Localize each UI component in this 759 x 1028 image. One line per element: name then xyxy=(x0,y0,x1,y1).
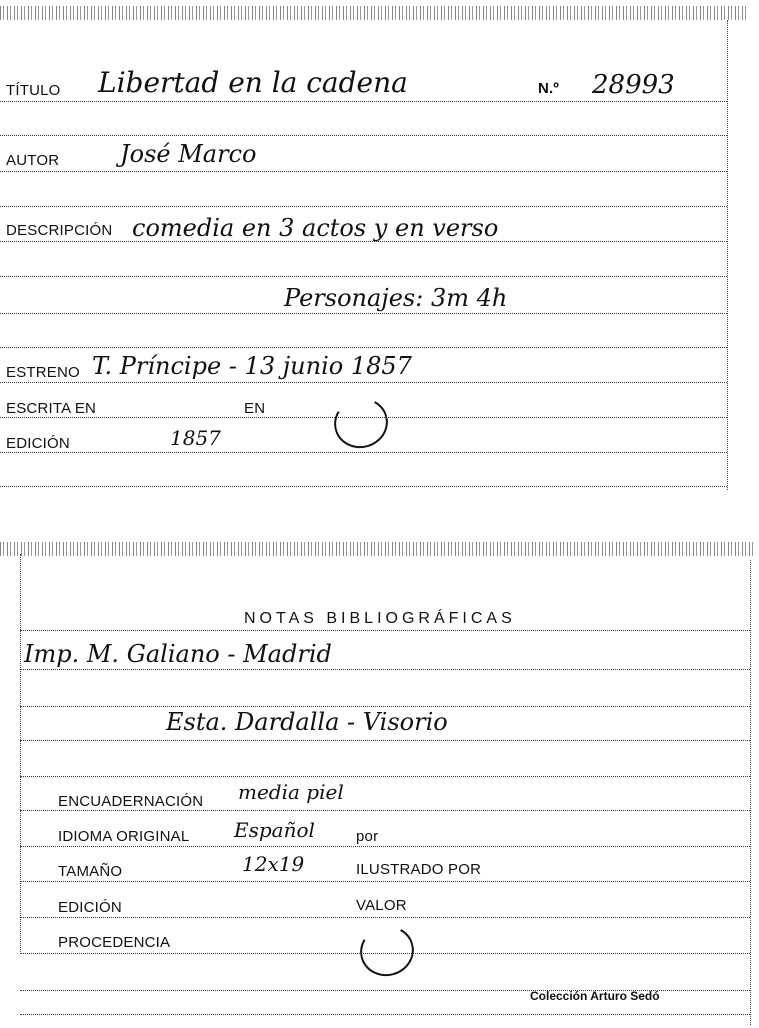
idioma-value: Español xyxy=(234,818,315,842)
notes-card xyxy=(0,540,755,1028)
edicion-label: EDICIÓN xyxy=(6,435,70,452)
autor-value: José Marco xyxy=(120,140,257,168)
encuadernacion-label: ENCUADERNACIÓN xyxy=(58,793,204,810)
rule-nota-1 xyxy=(20,669,750,670)
rule xyxy=(20,776,750,777)
scan-noise-top xyxy=(0,6,749,20)
autor-label: AUTOR xyxy=(6,152,60,169)
rule xyxy=(0,206,727,207)
card-right-edge xyxy=(750,560,751,1025)
edicion-value: 1857 xyxy=(170,426,221,450)
card-left-edge xyxy=(20,554,21,954)
title-card xyxy=(0,0,749,494)
idioma-label: IDIOMA ORIGINAL xyxy=(58,828,190,845)
rule xyxy=(0,276,727,277)
rule-estreno xyxy=(0,382,727,383)
scan-noise-top xyxy=(0,542,755,556)
nota-imprenta: Imp. M. Galiano - Madrid xyxy=(24,640,332,668)
rule xyxy=(0,347,727,348)
card-right-edge xyxy=(727,20,728,490)
rule xyxy=(20,1014,750,1015)
ilustrado-label: ILUSTRADO POR xyxy=(356,861,482,878)
encuadernacion-value: media piel xyxy=(238,780,344,804)
titulo-value: Libertad en la cadena xyxy=(98,66,408,99)
descripcion-value: comedia en 3 actos y en verso xyxy=(132,214,499,242)
rule-nota-2 xyxy=(20,740,750,741)
rule xyxy=(0,135,727,136)
valor-label: VALOR xyxy=(356,897,407,914)
rule xyxy=(20,630,750,631)
en-label: EN xyxy=(244,400,266,417)
por-label: por xyxy=(356,828,379,845)
nota-dedicatoria: Esta. Dardalla - Visorio xyxy=(166,708,448,736)
rule-encuadernacion xyxy=(20,810,750,811)
edicion-label: EDICIÓN xyxy=(58,899,122,916)
rule-tamano xyxy=(20,881,750,882)
rule xyxy=(20,706,750,707)
rule-autor xyxy=(0,171,727,172)
heading: NOTAS BIBLIOGRÁFICAS xyxy=(244,610,516,627)
descripcion-label: DESCRIPCIÓN xyxy=(6,222,113,239)
tamano-label: TAMAÑO xyxy=(58,863,123,880)
library-stamp xyxy=(354,920,419,982)
numero-value: 28993 xyxy=(592,70,675,100)
numero-label: N.º xyxy=(538,80,560,97)
procedencia-label: PROCEDENCIA xyxy=(58,934,171,951)
rule-edicion xyxy=(20,917,750,918)
rule-personajes xyxy=(0,313,727,314)
rule-edicion xyxy=(0,452,727,453)
personajes-value: Personajes: 3m 4h xyxy=(284,284,508,312)
rule-titulo xyxy=(0,101,727,102)
escrita-en-label: ESCRITA EN xyxy=(6,400,97,417)
titulo-label: TÍTULO xyxy=(6,82,61,99)
rule-idioma xyxy=(20,846,750,847)
estreno-value: T. Príncipe - 13 junio 1857 xyxy=(92,352,412,380)
collection-footer: Colección Arturo Sedó xyxy=(530,989,660,1003)
rule xyxy=(0,486,727,487)
tamano-value: 12x19 xyxy=(242,852,305,876)
estreno-label: ESTRENO xyxy=(6,364,80,381)
library-stamp xyxy=(328,392,393,454)
